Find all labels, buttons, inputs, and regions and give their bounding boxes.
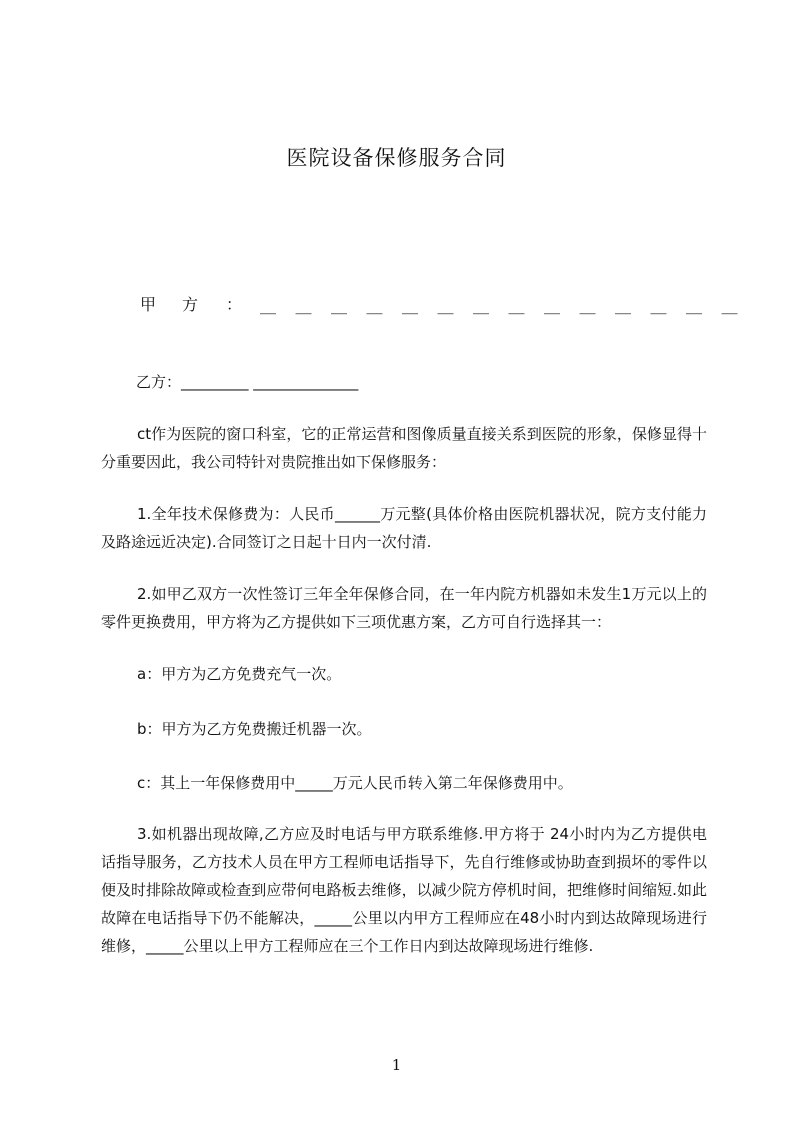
clause-3-paragraph: 3.如机器出现故障,乙方应及时电话与甲方联系维修.甲方将于 24小时内为乙方提供电话指导服务，乙方技术人员在甲方工程师电话指导下，先自行维修或协助查到损坏的零件以便及时排除故障或检查到应带何电路板去维修，以减少院方停机时间，把维修时间缩短.如此故障在电话指导下仍不能解决，_____公里以内甲方工程师应在48小时内到达故障现场进行维修，_____公里以上甲方工程师应在三个工作日内到达故障现场进行维修. — [101, 825, 707, 955]
party-a-line — [140, 292, 758, 316]
intro-paragraph: ct作为医院的窗口科室，它的正常运营和图像质量直接关系到医院的形象，保修显得十分重要因此，我公司特针对贵院推出如下保修服务： — [101, 425, 707, 471]
option-b-line: b：甲方为乙方免费搬迁机器一次。 — [137, 720, 372, 738]
clause-2-paragraph: 2.如甲乙双方一次性签订三年全年保修合同，在一年内院方机器如未发生1万元以上的零件更换费用，甲方将为乙方提供如下三项优惠方案，乙方可自行选择其一： — [101, 585, 707, 631]
page-number: 1 — [391, 1056, 402, 1074]
document-title: 医院设备保修服务合同 — [286, 146, 507, 170]
party-a-label: 甲方 — [140, 295, 225, 314]
option-c-line: c：其上一年保修费用中_____万元人民币转入第二年保修费用中。 — [137, 774, 573, 792]
party-a-colon: ： — [226, 295, 243, 314]
party-b-line: 乙方：_________ ______________ — [136, 373, 359, 391]
clause-1-paragraph: 1.全年技术保修费为：人民币______万元整(具体价格由医院机器状况，院方支付能力及路途远近决定).合同签订之日起十日内一次付清. — [101, 505, 707, 551]
option-a-line: a：甲方为乙方免费充气一次。 — [137, 665, 342, 683]
party-a-blank: ＿＿＿＿＿＿＿＿＿＿＿＿＿＿ — [260, 297, 758, 316]
